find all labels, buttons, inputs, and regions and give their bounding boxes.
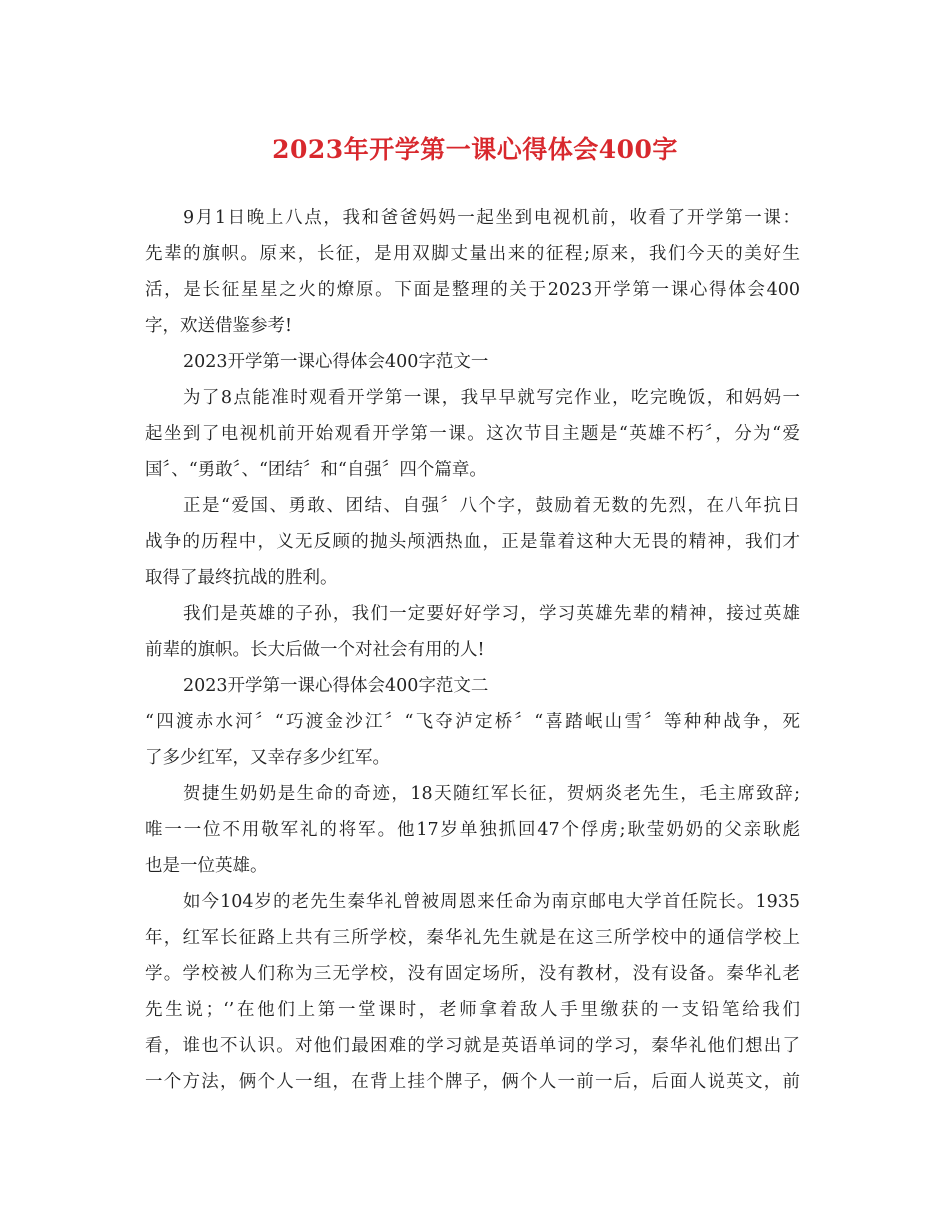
text-line: 看，谁也不认识。对他们最困难的学习就是英语单词的学习，秦华礼他们想出了: [145, 1036, 800, 1056]
paragraph: [145, 776, 800, 884]
paragraph: [145, 344, 800, 380]
paragraph: [145, 704, 800, 776]
text-line: 先生说；‘’在他们上第一堂课时，老师拿着敌人手里缴获的一支铅笔给我们: [145, 1000, 800, 1020]
text-line: 2023开学第一课心得体会400字范文一: [183, 352, 489, 372]
text-line: 战争的历程中，义无反顾的抛头颅洒热血，正是靠着这种大无畏的精神，我们才: [145, 532, 800, 552]
text-line: 唯一一位不用敬军礼的将军。他17岁单独抓回47个俘虏;耿莹奶奶的父亲耿彪: [145, 820, 800, 840]
paragraph: [145, 884, 800, 1100]
paragraph: [145, 380, 800, 488]
text-line: 取得了最终抗战的胜利。: [145, 568, 338, 588]
text-line: 前辈的旗帜。长大后做一个对社会有用的人!: [145, 640, 485, 660]
text-line: 年，红军长征路上共有三所学校，秦华礼先生就是在这三所学校中的通信学校上: [145, 928, 800, 948]
document-title: 2023年开学第一课心得体会400字: [272, 135, 678, 164]
paragraph: [145, 596, 800, 668]
text-line: 贺捷生奶奶是生命的奇迹，18天随红军长征，贺炳炎老先生，毛主席致辞;: [183, 784, 800, 804]
text-line: 一个方法，俩个人一组，在背上挂个牌子，俩个人一前一后，后面人说英文，前: [145, 1072, 800, 1092]
paragraph: [145, 668, 800, 704]
text-line: 如今104岁的老先生秦华礼曾被周恩来任命为南京邮电大学首任院长。1935: [183, 892, 800, 912]
text-line: 为了8点能准时观看开学第一课，我早早就写完作业，吃完晚饭，和妈妈一: [183, 388, 800, 408]
text-line: 起坐到了电视机前开始观看开学第一课。这次节目主题是“英雄不朽〞，分为“爱: [145, 424, 800, 444]
paragraph: [145, 200, 800, 344]
text-line: 先辈的旗帜。原来，长征，是用双脚丈量出来的征程;原来，我们今天的美好生: [145, 244, 800, 264]
text-line: 字，欢送借鉴参考!: [145, 316, 293, 336]
text-line: 正是“爱国、勇敢、团结、自强〞八个字，鼓励着无数的先烈，在八年抗日: [183, 496, 800, 516]
text-line: 2023开学第一课心得体会400字范文二: [183, 676, 489, 696]
text-line: 学。学校被人们称为三无学校，没有固定场所，没有教材，没有设备。秦华礼老: [145, 964, 800, 984]
paragraph: [145, 488, 800, 596]
text-line: 国〞、“勇敢〞、“团结〞和“自强〞四个篇章。: [145, 460, 487, 480]
text-line: 我们是英雄的子孙，我们一定要好好学习，学习英雄先辈的精神，接过英雄: [183, 604, 800, 624]
text-line: 也是一位英雄。: [145, 856, 268, 876]
document-body: [145, 200, 800, 1100]
text-line: 了多少红军，又幸存多少红军。: [145, 748, 390, 768]
text-line: 活，是长征星星之火的燎原。下面是整理的关于2023开学第一课心得体会400: [145, 280, 800, 300]
text-line: 9月1日晚上八点，我和爸爸妈妈一起坐到电视机前，收看了开学第一课：: [183, 208, 800, 228]
text-line: “四渡赤水河〞“巧渡金沙江〞“飞夺泸定桥〞“喜踏岷山雪〞等种种战争，死: [145, 712, 800, 732]
